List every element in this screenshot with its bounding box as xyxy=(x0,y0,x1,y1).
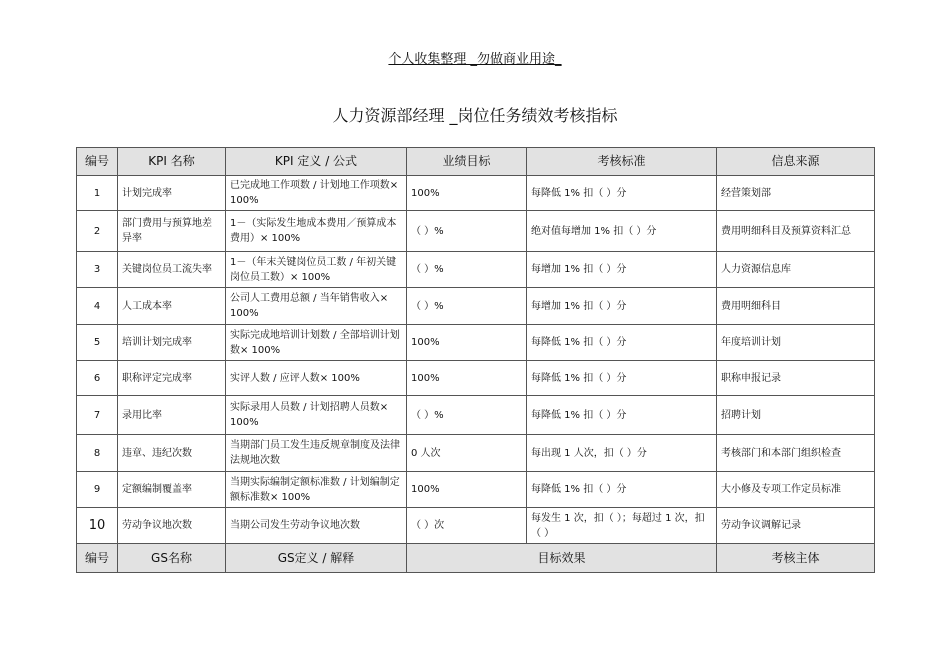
info-source: 费用明细科目及预算资料汇总 xyxy=(717,211,875,252)
kpi-definition: 实际录用人员数 / 计划招聘人员数× 100% xyxy=(226,396,407,435)
table-row xyxy=(77,288,875,325)
kpi-name: 违章、违纪次数 xyxy=(118,435,226,472)
assessment-standard: 每出现 1 人次，扣（ ）分 xyxy=(527,435,717,472)
info-source: 招聘计划 xyxy=(717,396,875,435)
gs-header-assessment-body: 考核主体 xyxy=(717,544,875,573)
row-number: 3 xyxy=(77,252,118,288)
kpi-name: 部门费用与预算地差异率 xyxy=(118,211,226,252)
kpi-definition: 实际完成地培训计划数 / 全部培训计划数× 100% xyxy=(226,325,407,361)
assessment-standard: 每降低 1% 扣（ ）分 xyxy=(527,396,717,435)
header-number: 编号 xyxy=(77,148,118,176)
table-row xyxy=(77,252,875,288)
assessment-standard: 每降低 1% 扣（ ）分 xyxy=(527,176,717,211)
table-row xyxy=(77,211,875,252)
assessment-standard: 每降低 1% 扣（ ）分 xyxy=(527,325,717,361)
row-number: 2 xyxy=(77,211,118,252)
info-source: 年度培训计划 xyxy=(717,325,875,361)
kpi-name: 录用比率 xyxy=(118,396,226,435)
gs-header-number: 编号 xyxy=(77,544,118,573)
assessment-standard: 每降低 1% 扣（ ）分 xyxy=(527,361,717,396)
target-value: 100% xyxy=(407,325,527,361)
info-source: 经营策划部 xyxy=(717,176,875,211)
table-row xyxy=(77,176,875,211)
header-source: 信息来源 xyxy=(717,148,875,176)
table-row xyxy=(77,361,875,396)
gs-header-gs-name: GS名称 xyxy=(118,544,226,573)
assessment-standard: 绝对值每增加 1% 扣（ ）分 xyxy=(527,211,717,252)
header-target: 业绩目标 xyxy=(407,148,527,176)
kpi-definition: 实评人数 / 应评人数× 100% xyxy=(226,361,407,396)
kpi-name: 定额编制覆盖率 xyxy=(118,472,226,508)
kpi-definition: 1－（年末关键岗位员工数 / 年初关键岗位员工数）× 100% xyxy=(226,252,407,288)
header-note: 个人收集整理 _勿做商业用途_ xyxy=(388,52,562,67)
assessment-standard: 每降低 1% 扣（ ）分 xyxy=(527,472,717,508)
info-source: 劳动争议调解记录 xyxy=(717,508,875,544)
assessment-standard: 每发生 1 次，扣（ ）；每超过 1 次，扣（ ） xyxy=(527,508,717,544)
row-number: 5 xyxy=(77,325,118,361)
table-row xyxy=(77,396,875,435)
kpi-name: 计划完成率 xyxy=(118,176,226,211)
target-value: （ ）% xyxy=(407,252,527,288)
assessment-standard: 每增加 1% 扣（ ）分 xyxy=(527,288,717,325)
info-source: 职称申报记录 xyxy=(717,361,875,396)
kpi-definition: 公司人工费用总额 / 当年销售收入× 100% xyxy=(226,288,407,325)
header-kpi-definition: KPI 定义 / 公式 xyxy=(226,148,407,176)
table-row xyxy=(77,435,875,472)
assessment-standard: 每增加 1% 扣（ ）分 xyxy=(527,252,717,288)
kpi-header-row xyxy=(77,148,875,176)
kpi-definition: 当期实际编制定额标准数 / 计划编制定额标准数× 100% xyxy=(226,472,407,508)
row-number: 4 xyxy=(77,288,118,325)
kpi-definition: 当期公司发生劳动争议地次数 xyxy=(226,508,407,544)
gs-header-target-effect: 目标效果 xyxy=(407,544,717,573)
gs-header-row xyxy=(77,544,875,573)
row-number: 6 xyxy=(77,361,118,396)
target-value: （ ）% xyxy=(407,211,527,252)
info-source: 大小修及专项工作定员标准 xyxy=(717,472,875,508)
page-title: 人力资源部经理 _岗位任务绩效考核指标 xyxy=(332,106,618,125)
info-source: 人力资源信息库 xyxy=(717,252,875,288)
row-number: 8 xyxy=(77,435,118,472)
header-kpi-name: KPI 名称 xyxy=(118,148,226,176)
kpi-name: 职称评定完成率 xyxy=(118,361,226,396)
row-number: 1 xyxy=(77,176,118,211)
kpi-definition: 已完成地工作项数 / 计划地工作项数× 100% xyxy=(226,176,407,211)
target-value: 100% xyxy=(407,472,527,508)
table-row xyxy=(77,472,875,508)
header-standard: 考核标准 xyxy=(527,148,717,176)
table-row xyxy=(77,508,875,544)
info-source: 考核部门和本部门组织检查 xyxy=(717,435,875,472)
target-value: 100% xyxy=(407,176,527,211)
target-value: 0 人次 xyxy=(407,435,527,472)
target-value: （ ）次 xyxy=(407,508,527,544)
row-number: 10 xyxy=(77,508,118,544)
table-row xyxy=(77,325,875,361)
kpi-table xyxy=(76,147,875,573)
kpi-name: 劳动争议地次数 xyxy=(118,508,226,544)
row-number: 7 xyxy=(77,396,118,435)
info-source: 费用明细科目 xyxy=(717,288,875,325)
target-value: （ ）% xyxy=(407,396,527,435)
kpi-name: 关键岗位员工流失率 xyxy=(118,252,226,288)
target-value: 100% xyxy=(407,361,527,396)
target-value: （ ）% xyxy=(407,288,527,325)
kpi-definition: 当期部门员工发生违反规章制度及法律法规地次数 xyxy=(226,435,407,472)
row-number: 9 xyxy=(77,472,118,508)
gs-header-gs-definition: GS定义 / 解释 xyxy=(226,544,407,573)
kpi-name: 培训计划完成率 xyxy=(118,325,226,361)
kpi-definition: 1－（实际发生地成本费用／预算成本费用）× 100% xyxy=(226,211,407,252)
kpi-name: 人工成本率 xyxy=(118,288,226,325)
